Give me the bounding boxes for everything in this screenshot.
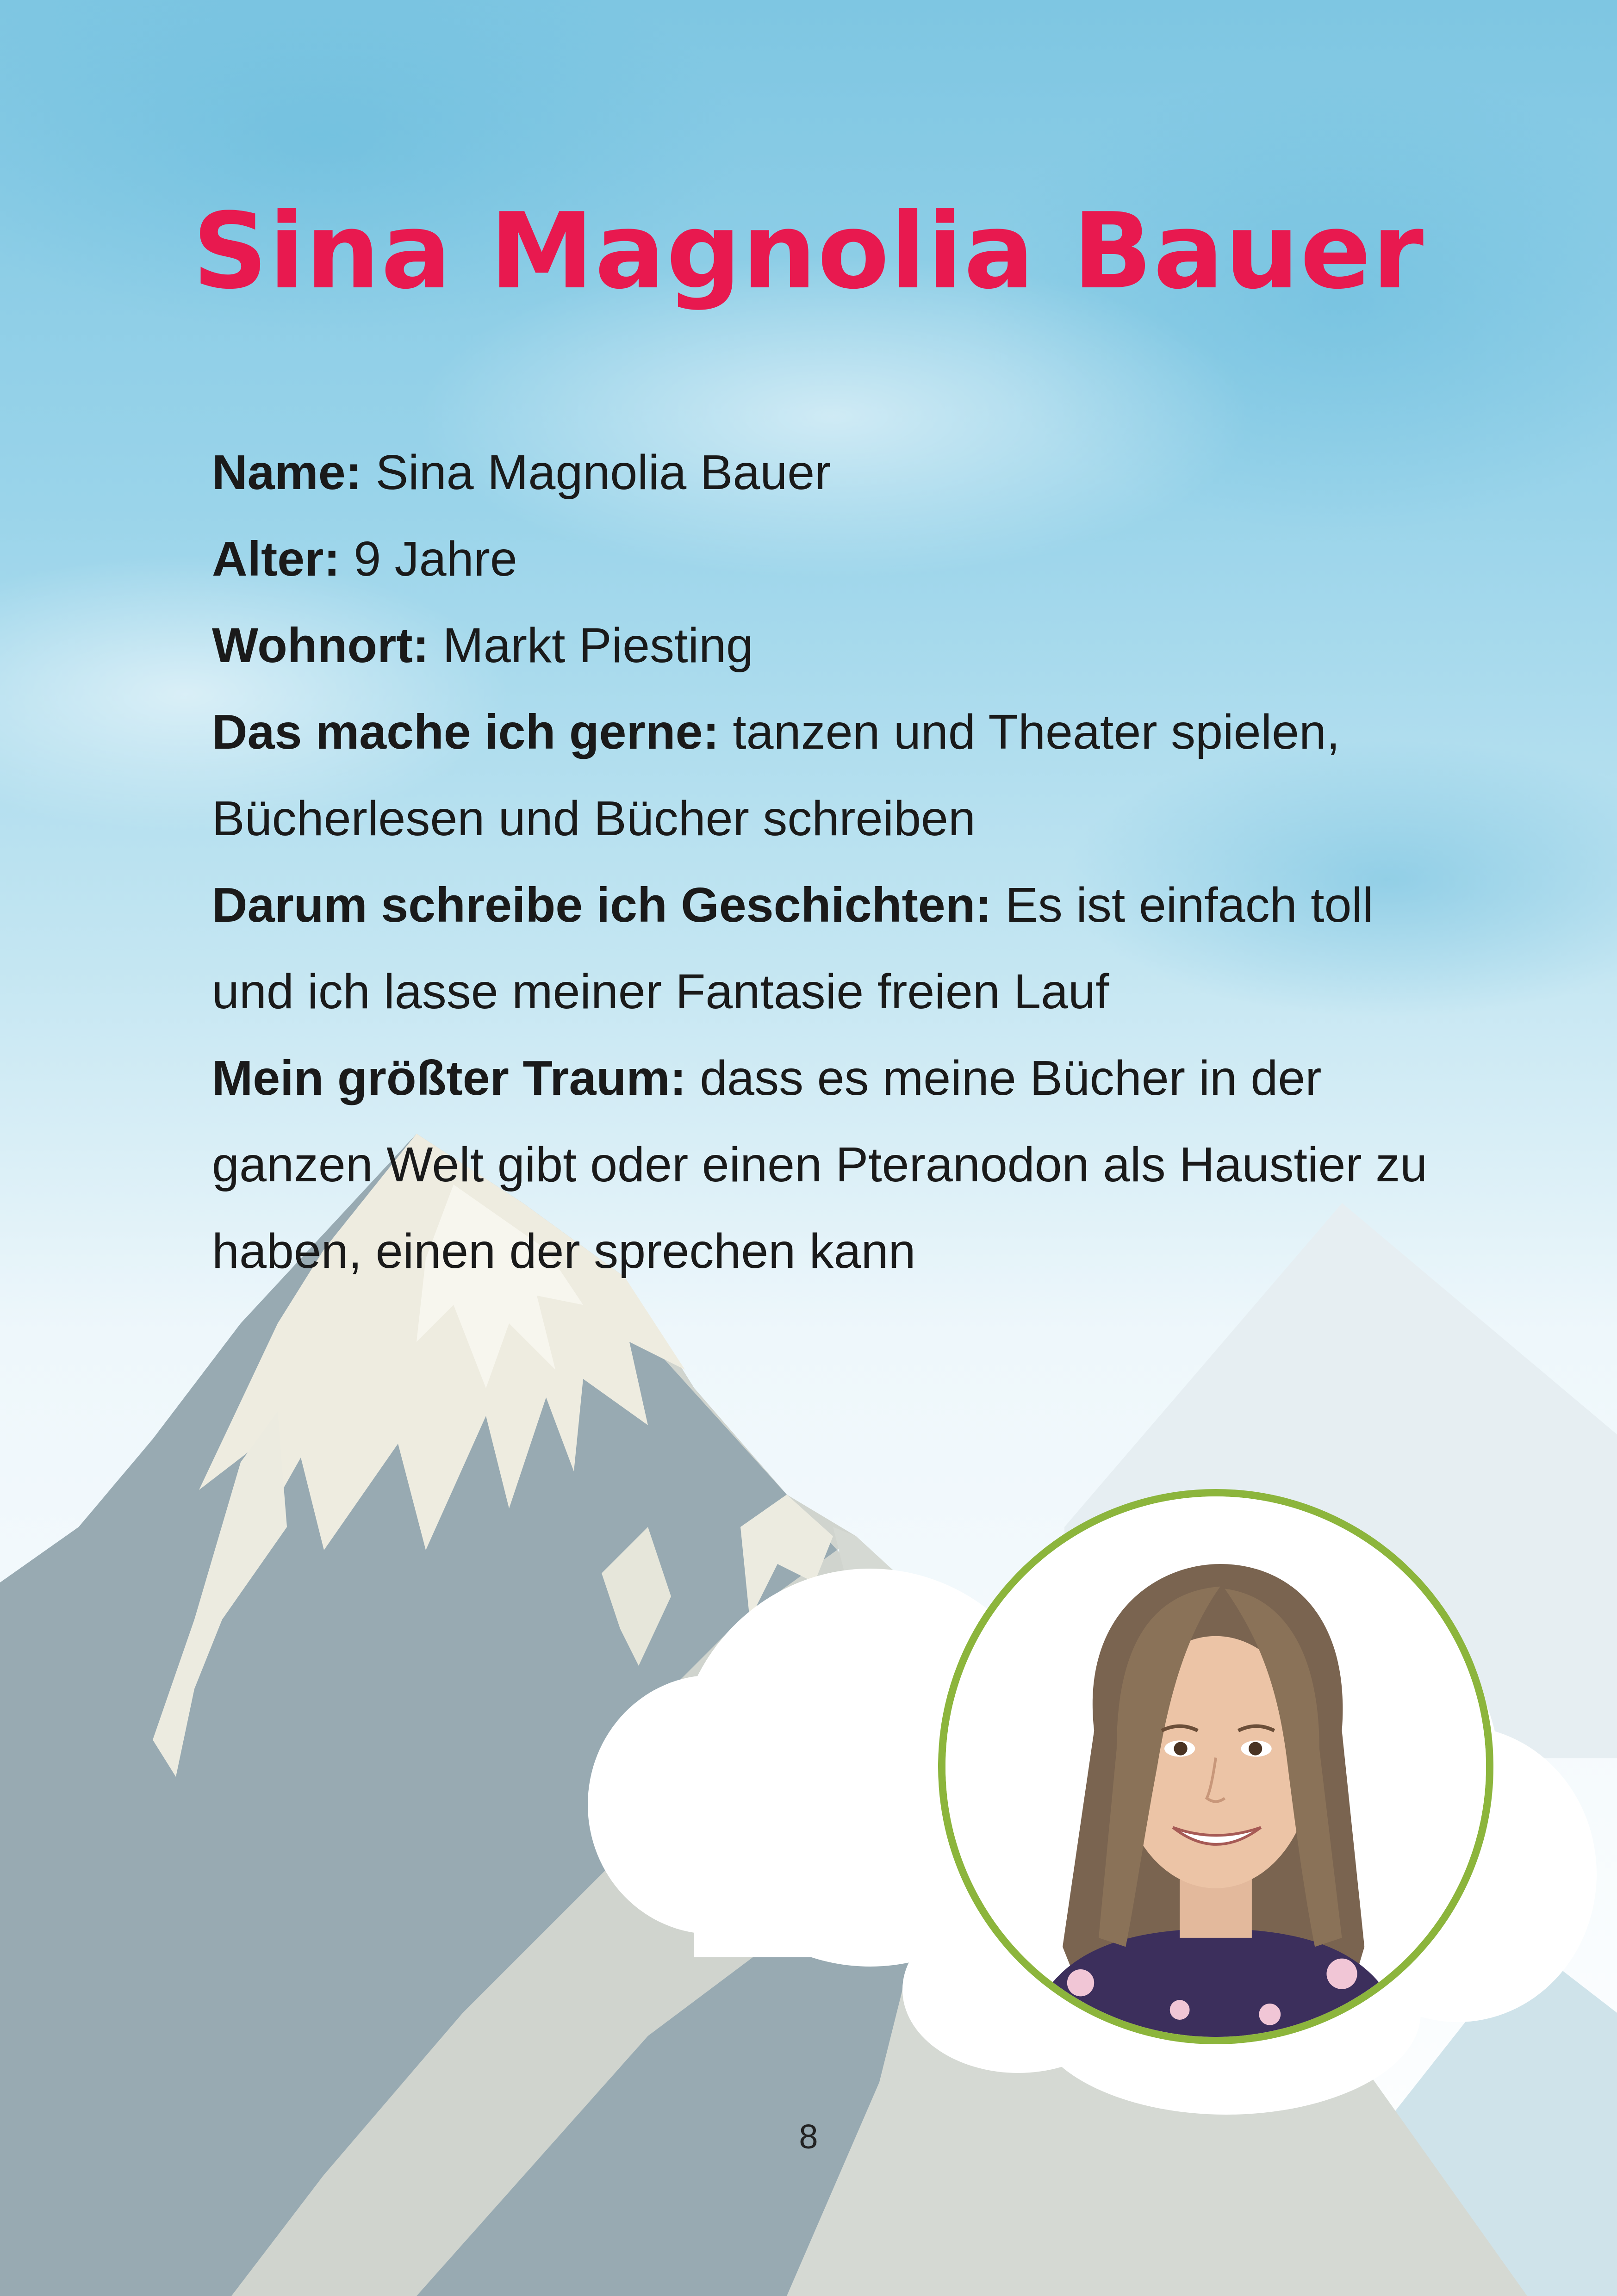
author-portrait-photo [938,1489,1493,2044]
profile-label: Wohnort: [212,618,429,673]
profile-row-age [212,516,1462,602]
profile-label: Mein größter Traum: [212,1051,686,1105]
profile-row-name [212,429,1462,516]
profile-label: Name: [212,445,362,500]
page-title: Sina Magnolia Bauer [192,191,1425,312]
profile-row-hobbies [212,689,1462,862]
page-number: 8 [799,2117,818,2156]
profile-value: 9 Jahre [354,532,517,586]
profile-value: tanzen und Theater spielen, Bücherlesen und Bücher schreiben [212,705,1340,846]
profile-value: Markt Piesting [442,618,753,673]
profile-info [212,429,1462,1295]
profile-value: Es ist einfach toll und ich lasse meiner Fantasie freien Lauf [212,878,1374,1019]
profile-row-dream [212,1035,1462,1295]
profile-row-residence [212,602,1462,689]
profile-label: Darum schreibe ich Geschichten: [212,878,992,932]
profile-value: Sina Magnolia Bauer [375,445,831,500]
profile-label: Alter: [212,532,340,586]
profile-label: Das mache ich gerne: [212,705,719,759]
profile-row-reason [212,862,1462,1035]
portrait-image [945,1496,1486,2037]
profile-value: dass es meine Bücher in der ganzen Welt gibt oder einen Pteranodon als Haustier zu haben, einen der sprechen kann [212,1051,1428,1278]
